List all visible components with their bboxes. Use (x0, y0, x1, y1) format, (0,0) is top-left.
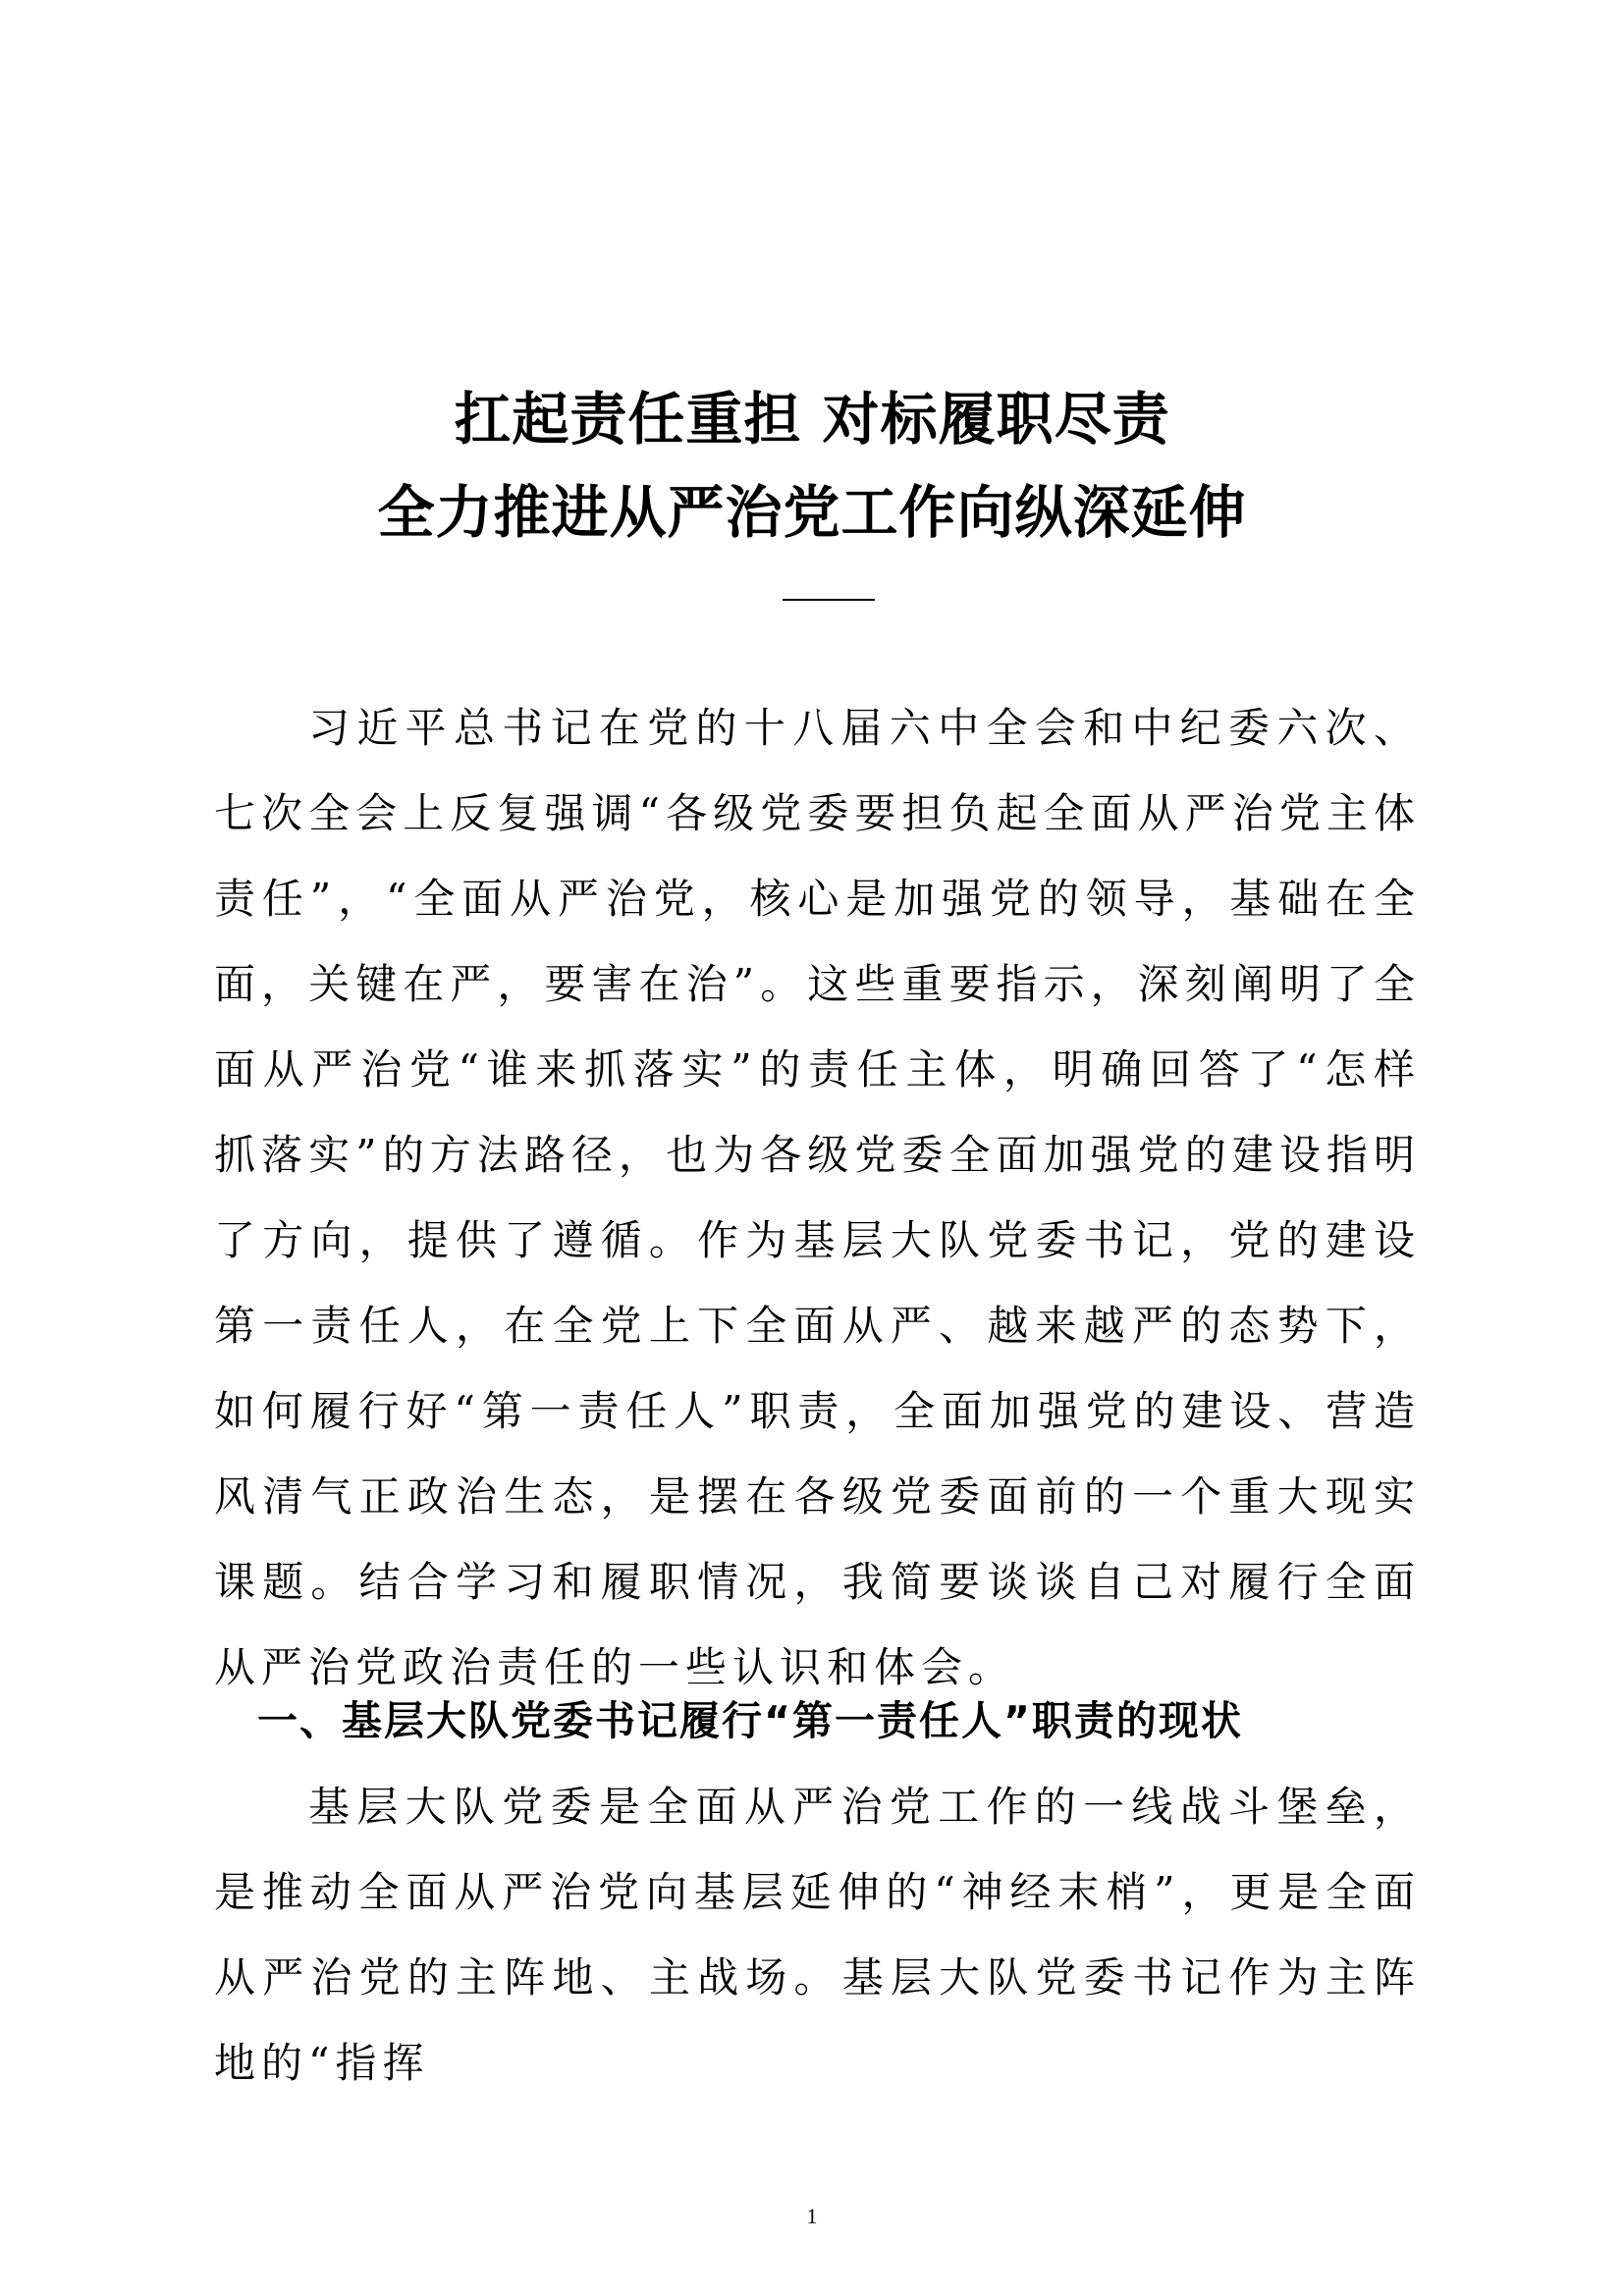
section-heading-1: 一、基层大队党委书记履行“第一责任人”职责的现状 (257, 1697, 1243, 1744)
title-divider (783, 599, 875, 601)
paragraph-intro: 习近平总书记在党的十八届六中全会和中纪委六次、七次全会上反复强调“各级党委要担负起全面从严治党主体责任”，“全面从严治党，核心是加强党的领导，基础在全面，关键在严，要害在治”。这些重要指示，深刻阐明了全面从严治党“谁来抓落实”的责任主体，明确回答了“怎样抓落实”的方法路径，也为各级党委全面加强党的建设指明了方向，提供了遵循。作为基层大队党委书记，党的建设第一责任人，在全党上下全面从严、越来越严的态势下，如何履行好“第一责任人”职责，全面加强党的建设、营造风清气正政治生态，是摆在各级党委面前的一个重大现实课题。结合学习和履职情况，我简要谈谈自己对履行全面从严治党政治责任的一些认识和体会。 (214, 704, 1421, 1691)
page-number: 1 (806, 2204, 818, 2228)
title-line-1: 扛起责任重担 对标履职尽责 (454, 386, 1170, 453)
paragraph-section-1: 基层大队党委是全面从严治党工作的一线战斗堡垒，是推动全面从严治党向基层延伸的“神经末梢”，更是全面从严治党的主阵地、主战场。基层大队党委书记作为主阵地的“指挥 (214, 1783, 1421, 2087)
title-line-2: 全力推进从严治党工作向纵深延伸 (377, 479, 1247, 546)
